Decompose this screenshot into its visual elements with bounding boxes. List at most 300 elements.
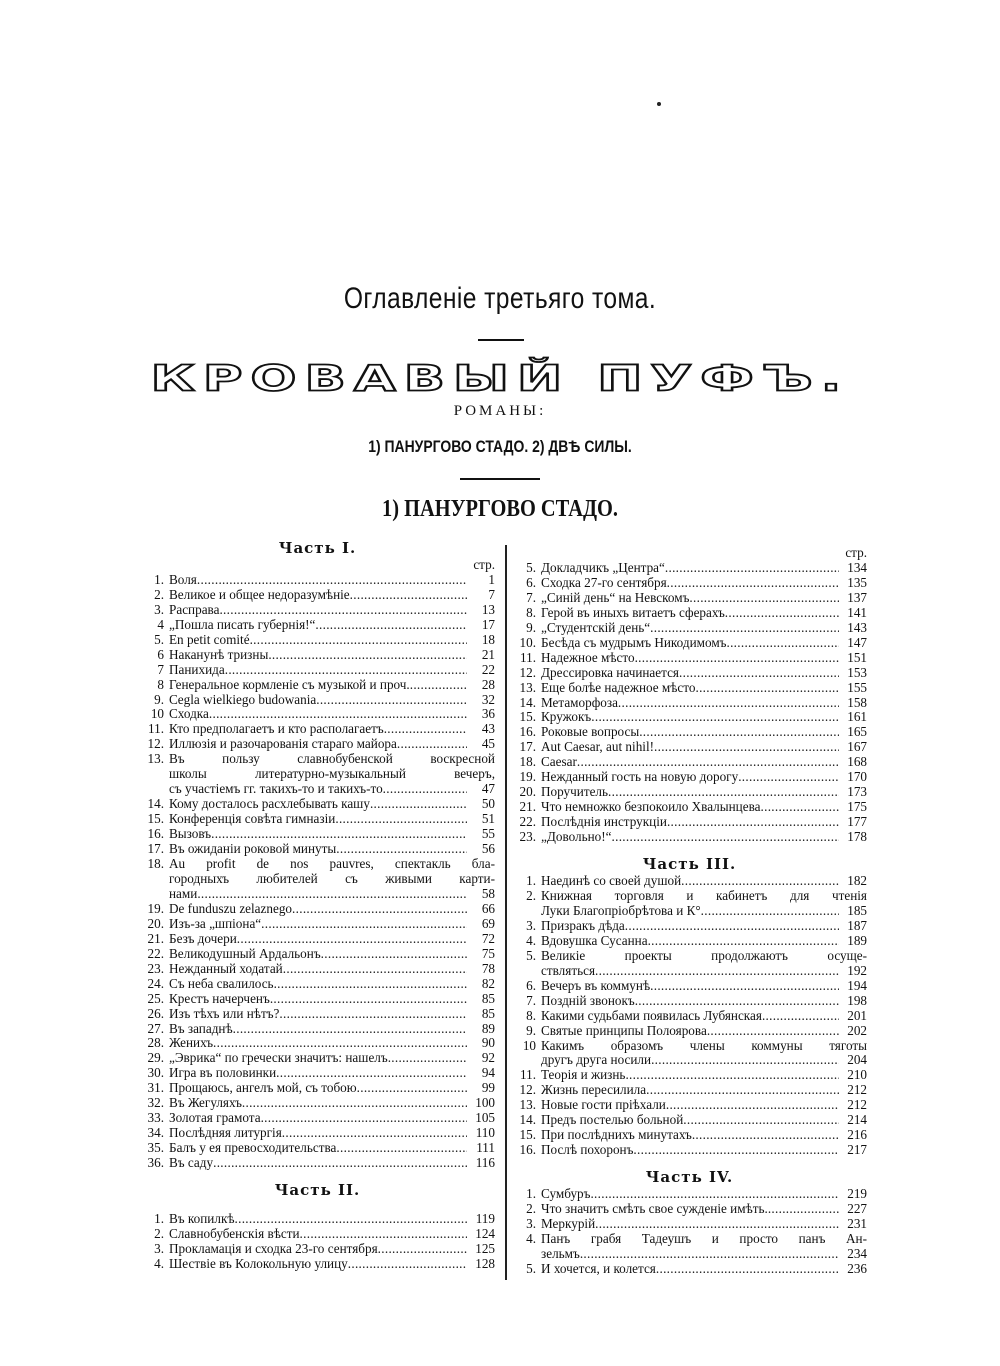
- dot-leader: [270, 992, 467, 1007]
- dot-leader: [316, 693, 467, 708]
- entry-last-line: [541, 800, 867, 815]
- entry-number: 19.: [147, 900, 164, 916]
- entry-last-line: [169, 663, 495, 678]
- dot-leader: [656, 1262, 839, 1277]
- entry-number: 28.: [147, 1035, 164, 1051]
- toc-entry: [140, 1242, 495, 1257]
- entry-body: [541, 800, 867, 815]
- entry-last-line: [169, 977, 495, 992]
- dot-leader: [595, 964, 839, 979]
- entry-page: 147: [847, 634, 867, 650]
- entry-page: 22: [481, 661, 495, 677]
- toc-entry: [140, 1156, 495, 1171]
- entry-last-line: [169, 1007, 495, 1022]
- section-title: 1) ПАНУРГОВО СТАДО.: [382, 496, 618, 522]
- dot-leader: [383, 782, 467, 797]
- entry-body: [169, 678, 495, 693]
- entry-number: 4.: [526, 1230, 536, 1246]
- dot-leader: [197, 887, 467, 902]
- entry-body: [541, 919, 867, 934]
- toc-entry: [512, 949, 867, 979]
- entry-number: 24.: [147, 975, 164, 991]
- entry-last-line: [169, 737, 495, 752]
- entry-title-line: Великіе проекты продолжаютъ осуще-: [541, 948, 867, 963]
- entry-title: Бесѣда съ мудрымъ Никодимомъ: [541, 634, 727, 650]
- entry-title: Расправа: [169, 601, 220, 617]
- entry-last-line: [541, 1262, 867, 1277]
- entry-body: [541, 740, 867, 755]
- entry-body: [541, 1083, 867, 1098]
- entry-body: [169, 857, 495, 902]
- entry-body: [169, 1111, 495, 1126]
- entry-body: [169, 1242, 495, 1257]
- entry-title: Еще болѣе надежное мѣсто: [541, 679, 696, 695]
- entry-number: 1.: [526, 873, 536, 889]
- dot-leader: [695, 681, 839, 696]
- toc-entry: [140, 1022, 495, 1037]
- dot-leader: [350, 588, 467, 603]
- dot-leader: [197, 573, 467, 588]
- entry-title: Наканунѣ тризны: [169, 646, 269, 662]
- entry-body: [541, 1202, 867, 1217]
- entry-number: 12.: [147, 736, 164, 752]
- entry-last-line: [541, 964, 867, 979]
- entry-last-line: [169, 618, 495, 633]
- dot-leader: [242, 1096, 467, 1111]
- dot-leader: [388, 1051, 467, 1066]
- entry-page: 236: [847, 1260, 867, 1276]
- entry-body: [169, 1066, 495, 1081]
- entry-page: 201: [847, 1007, 867, 1023]
- divider-rule: [460, 478, 540, 480]
- entry-page: 28: [481, 676, 495, 692]
- entry-page: 32: [481, 691, 495, 707]
- entry-title: Великое и общее недоразумѣніе: [169, 586, 350, 602]
- entry-body: [541, 1232, 867, 1262]
- entry-title: Какими судьбами появилась Лубянская: [541, 1007, 762, 1023]
- toc-entry: [140, 1096, 495, 1111]
- ink-speck: [657, 102, 661, 106]
- entry-number: 23.: [519, 829, 536, 845]
- entry-last-line: [541, 606, 867, 621]
- entry-number: 6.: [526, 977, 536, 993]
- toc-entry: [140, 917, 495, 932]
- entry-last-line: [541, 576, 867, 591]
- entry-number: 7: [157, 661, 164, 677]
- entry-body: [541, 591, 867, 606]
- toc-entry: [512, 889, 867, 919]
- entry-body: [541, 1098, 867, 1113]
- entry-body: [541, 606, 867, 621]
- entry-body: [169, 1022, 495, 1037]
- entry-title: Прокламація и сходка 23-го сентября: [169, 1240, 378, 1256]
- toc-entry: [140, 618, 495, 633]
- entry-title: Съ неба свалилось: [169, 975, 274, 991]
- entry-last-line: [169, 812, 495, 827]
- entry-last-line: [541, 994, 867, 1009]
- entry-page: 178: [847, 829, 867, 845]
- entry-title: Дрессировка начинается: [541, 664, 679, 680]
- entry-last-line: [169, 1022, 495, 1037]
- entry-page: 13: [481, 601, 495, 617]
- entry-number: 16.: [519, 724, 536, 740]
- dot-leader: [646, 1083, 839, 1098]
- toc-entry: [140, 648, 495, 663]
- toc-entry: [512, 606, 867, 621]
- entry-body: [541, 1143, 867, 1158]
- entry-body: [169, 1096, 495, 1111]
- entry-body: [169, 947, 495, 962]
- entry-page: 214: [847, 1112, 867, 1128]
- entry-last-line: [541, 1083, 867, 1098]
- entry-last-line: [169, 1111, 495, 1126]
- entry-last-line: [169, 1156, 495, 1171]
- dot-leader: [336, 1141, 467, 1156]
- toc-entry: [140, 962, 495, 977]
- entry-last-line: [541, 1128, 867, 1143]
- toc-entry: [512, 1098, 867, 1113]
- entry-last-line: [541, 830, 867, 845]
- entry-body: [169, 812, 495, 827]
- toc-entry: [140, 902, 495, 917]
- entry-number: 5.: [526, 947, 536, 963]
- dot-leader: [595, 1217, 839, 1232]
- toc-entry: [140, 1066, 495, 1081]
- dot-leader: [651, 1053, 839, 1068]
- entry-page: 135: [847, 574, 867, 590]
- entry-last-line: [169, 797, 495, 812]
- entry-body: [541, 1262, 867, 1277]
- entry-body: [541, 994, 867, 1009]
- dot-leader: [577, 755, 839, 770]
- entry-page: 192: [847, 962, 867, 978]
- entry-page: 143: [847, 619, 867, 635]
- part-heading: Часть II.: [274, 1181, 361, 1200]
- toc-entry: [512, 1113, 867, 1128]
- toc-entry: [512, 1217, 867, 1232]
- toc-entry: [140, 588, 495, 603]
- entry-number: 9.: [154, 691, 164, 707]
- dot-leader: [282, 1126, 467, 1141]
- dot-leader: [612, 830, 840, 845]
- entry-last-line: [169, 917, 495, 932]
- toc-column-right: [512, 546, 867, 1277]
- entry-title: Женихъ: [169, 1035, 214, 1051]
- page-title: Оглавленіе третьяго тома.: [343, 282, 657, 315]
- entry-title: Кружокъ: [541, 709, 592, 725]
- entry-number: 9.: [526, 619, 536, 635]
- entry-title: Безъ дочери: [169, 930, 237, 946]
- entry-body: [169, 1126, 495, 1141]
- entry-body: [169, 827, 495, 842]
- entry-body: [169, 1257, 495, 1272]
- entry-number: 12.: [519, 1082, 536, 1098]
- entry-title: Нежданный ходатай: [169, 960, 283, 976]
- entry-page: 194: [847, 977, 867, 993]
- entry-last-line: [541, 696, 867, 711]
- toc-entry: [512, 1083, 867, 1098]
- entry-body: [169, 1212, 495, 1227]
- toc-entry: [512, 681, 867, 696]
- part-heading: Часть I.: [278, 539, 357, 557]
- entry-body: [169, 1081, 495, 1096]
- toc-entry: [512, 770, 867, 785]
- entry-number: 1.: [154, 1210, 164, 1226]
- entry-title: Панихида: [169, 661, 225, 677]
- entry-page: 90: [481, 1035, 495, 1051]
- entry-title: Балъ у ея превосходительства: [169, 1140, 337, 1156]
- entry-last-line: [169, 887, 495, 902]
- toc-entry: [512, 725, 867, 740]
- entry-number: 3.: [154, 1240, 164, 1256]
- entry-title: Предъ постелью больной: [541, 1112, 684, 1128]
- entry-last-line: [169, 902, 495, 917]
- toc-entry: [140, 812, 495, 827]
- dot-leader: [650, 979, 839, 994]
- entry-page: 202: [847, 1022, 867, 1038]
- novels-label: РОМАНЫ:: [453, 403, 547, 419]
- entry-title: Вызовъ: [169, 826, 212, 842]
- entry-body: [169, 573, 495, 588]
- entry-body: [169, 1036, 495, 1051]
- entry-number: 11.: [520, 649, 536, 665]
- page-column-label: стр.: [845, 545, 867, 560]
- toc-entry: [140, 1051, 495, 1066]
- entry-number: 14.: [519, 1112, 536, 1128]
- entry-title: Игра въ половинки: [169, 1065, 277, 1081]
- entry-page: 78: [481, 960, 495, 976]
- entry-last-line: [169, 1096, 495, 1111]
- dot-leader: [235, 1212, 467, 1227]
- entry-body: [169, 722, 495, 737]
- entry-last-line: [541, 681, 867, 696]
- entry-number: 10: [150, 706, 164, 722]
- dot-leader: [335, 812, 467, 827]
- toc-entry: [512, 1039, 867, 1069]
- toc-entry: [512, 740, 867, 755]
- entry-last-line: [169, 603, 495, 618]
- entry-last-line: [541, 1068, 867, 1083]
- entry-body: [541, 1039, 867, 1069]
- entry-page: 185: [847, 902, 867, 918]
- dot-leader: [219, 603, 467, 618]
- dot-leader: [261, 917, 467, 932]
- entry-title: Кто предполагаетъ и кто располагаетъ: [169, 721, 384, 737]
- toc-entry: [140, 797, 495, 812]
- entry-last-line: [541, 710, 867, 725]
- dot-leader: [633, 1143, 839, 1158]
- toc-entry: [512, 696, 867, 711]
- entry-body: [541, 725, 867, 740]
- entry-page: 210: [847, 1067, 867, 1083]
- entry-number: 33.: [147, 1110, 164, 1126]
- entry-title: Кому досталось расхлебывать кашу: [169, 796, 370, 812]
- entry-body: [169, 693, 495, 708]
- entry-number: 2.: [154, 586, 164, 602]
- entry-title: съ участіемъ гг. такихъ-то и такихъ-то: [169, 781, 383, 797]
- dot-leader: [384, 722, 467, 737]
- toc-entry: [512, 874, 867, 889]
- entry-title: De funduszu zelaznego: [169, 900, 293, 916]
- entry-body: [169, 663, 495, 678]
- entry-title: Послѣ похоронъ: [541, 1142, 634, 1158]
- entry-last-line: [541, 1247, 867, 1262]
- toc-entry: [140, 1007, 495, 1022]
- dot-leader: [625, 919, 839, 934]
- entry-page: 116: [475, 1155, 495, 1171]
- entry-body: [541, 681, 867, 696]
- toc-entry: [512, 979, 867, 994]
- entry-title: Генеральное кормленіе съ музыкой и проч.: [169, 676, 410, 692]
- entry-title: Вечеръ въ коммунѣ: [541, 977, 651, 993]
- entry-number: 13.: [519, 1097, 536, 1113]
- entry-title: Въ Жегуляхъ: [169, 1095, 242, 1111]
- entry-number: 8.: [526, 1007, 536, 1023]
- entry-number: 1.: [526, 1186, 536, 1202]
- dot-leader: [590, 1187, 839, 1202]
- dot-leader: [689, 591, 839, 606]
- dot-leader: [654, 740, 839, 755]
- entry-last-line: [169, 678, 495, 693]
- entry-body: [169, 737, 495, 752]
- entry-last-line: [541, 621, 867, 636]
- entry-last-line: [541, 1202, 867, 1217]
- dot-leader: [639, 725, 839, 740]
- entry-page: 47: [481, 781, 495, 797]
- entry-page: 124: [475, 1225, 495, 1241]
- entry-title-line: Книжная торговля и кабинетъ для чтенія: [541, 888, 867, 903]
- entry-number: 10: [522, 1037, 536, 1053]
- dot-leader: [410, 678, 467, 693]
- entry-title: ствляться: [541, 962, 596, 978]
- toc-entry: [140, 947, 495, 962]
- entry-number: 6: [157, 646, 164, 662]
- entry-number: 32.: [147, 1095, 164, 1111]
- entry-number: 15.: [519, 709, 536, 725]
- entry-title: Вдовушка Сусанна: [541, 932, 648, 948]
- dot-leader: [762, 1009, 839, 1024]
- dot-leader: [591, 710, 839, 725]
- entry-last-line: [169, 932, 495, 947]
- toc-entry: [140, 932, 495, 947]
- toc-entry: [140, 722, 495, 737]
- entry-number: 3.: [154, 601, 164, 617]
- toc-entry: [512, 815, 867, 830]
- entry-last-line: [541, 666, 867, 681]
- entry-number: 29.: [147, 1050, 164, 1066]
- dot-leader: [666, 1098, 839, 1113]
- entry-page: 72: [481, 930, 495, 946]
- entry-last-line: [169, 722, 495, 737]
- entry-number: 35.: [147, 1140, 164, 1156]
- entry-page: 165: [847, 724, 867, 740]
- entry-body: [169, 648, 495, 663]
- entry-number: 18.: [519, 754, 536, 770]
- entry-last-line: [541, 934, 867, 949]
- entry-title: Новые гости пріѣхали: [541, 1097, 666, 1113]
- part-heading: Часть IV.: [645, 1168, 734, 1187]
- entry-title: „Довольно!“: [541, 829, 612, 845]
- entry-last-line: [541, 1187, 867, 1202]
- entry-last-line: [541, 1143, 867, 1158]
- toc-entry: [140, 1081, 495, 1096]
- entry-number: 4.: [154, 1255, 164, 1271]
- dot-leader: [707, 1024, 839, 1039]
- entry-number: 8.: [526, 604, 536, 620]
- entry-title: Луки Благопріобрѣтова и К°: [541, 902, 701, 918]
- entry-number: 26.: [147, 1005, 164, 1021]
- entry-title: Святые принципы Полоярова: [541, 1022, 707, 1038]
- entry-title: Воля: [169, 571, 197, 587]
- toc-entry: [140, 633, 495, 648]
- toc-entry: [512, 1009, 867, 1024]
- entry-number: 2.: [154, 1225, 164, 1241]
- entry-title: Великодушный Ардальонъ: [169, 945, 321, 961]
- toc-entry: [512, 785, 867, 800]
- entry-title: Конференція совѣта гимназіи: [169, 811, 336, 827]
- entry-number: 17.: [147, 841, 164, 857]
- entry-title: Герой въ иныхъ витаетъ сферахъ: [541, 604, 725, 620]
- entry-page: 151: [847, 649, 867, 665]
- entry-number: 13.: [519, 679, 536, 695]
- entry-last-line: [541, 755, 867, 770]
- entry-page: 45: [481, 736, 495, 752]
- entry-last-line: [541, 770, 867, 785]
- entry-body: [169, 707, 495, 722]
- toc-entry: [140, 1227, 495, 1242]
- dot-leader: [725, 606, 839, 621]
- dot-leader: [608, 785, 839, 800]
- entry-page: 155: [847, 679, 867, 695]
- entry-page: 153: [847, 664, 867, 680]
- toc-entry: [140, 1111, 495, 1126]
- entry-body: [169, 618, 495, 633]
- entry-body: [169, 962, 495, 977]
- toc-entry: [512, 636, 867, 651]
- entry-number: 8: [157, 676, 164, 692]
- entry-number: 3.: [526, 1215, 536, 1231]
- entry-title: Въ саду: [169, 1155, 214, 1171]
- toc-entry: [140, 992, 495, 1007]
- entry-page: 89: [481, 1020, 495, 1036]
- dot-leader: [213, 1156, 467, 1171]
- entry-number: 19.: [519, 769, 536, 785]
- entry-page: 7: [488, 586, 495, 602]
- entry-body: [541, 666, 867, 681]
- toc-entry: [512, 919, 867, 934]
- entry-page: 82: [481, 975, 495, 991]
- entry-title-line: школы литературно-музыкальный вечеръ,: [169, 767, 495, 782]
- toc-entry: [512, 1143, 867, 1158]
- entry-body: [541, 934, 867, 949]
- entry-title: Cegla wielkiego budowania: [169, 691, 317, 707]
- entry-body: [169, 932, 495, 947]
- entry-last-line: [169, 1081, 495, 1096]
- entry-page: 168: [847, 754, 867, 770]
- entry-last-line: [541, 904, 867, 919]
- entry-page: 158: [847, 694, 867, 710]
- entry-title: Поручитель: [541, 784, 609, 800]
- entry-page: 170: [847, 769, 867, 785]
- entry-number: 5.: [526, 559, 536, 575]
- entry-number: 16.: [519, 1142, 536, 1158]
- entry-page: 173: [847, 784, 867, 800]
- entry-page: 50: [481, 796, 495, 812]
- dot-leader: [211, 827, 467, 842]
- entry-body: [169, 917, 495, 932]
- toc-entry: [140, 693, 495, 708]
- toc-column-left: [140, 541, 495, 1272]
